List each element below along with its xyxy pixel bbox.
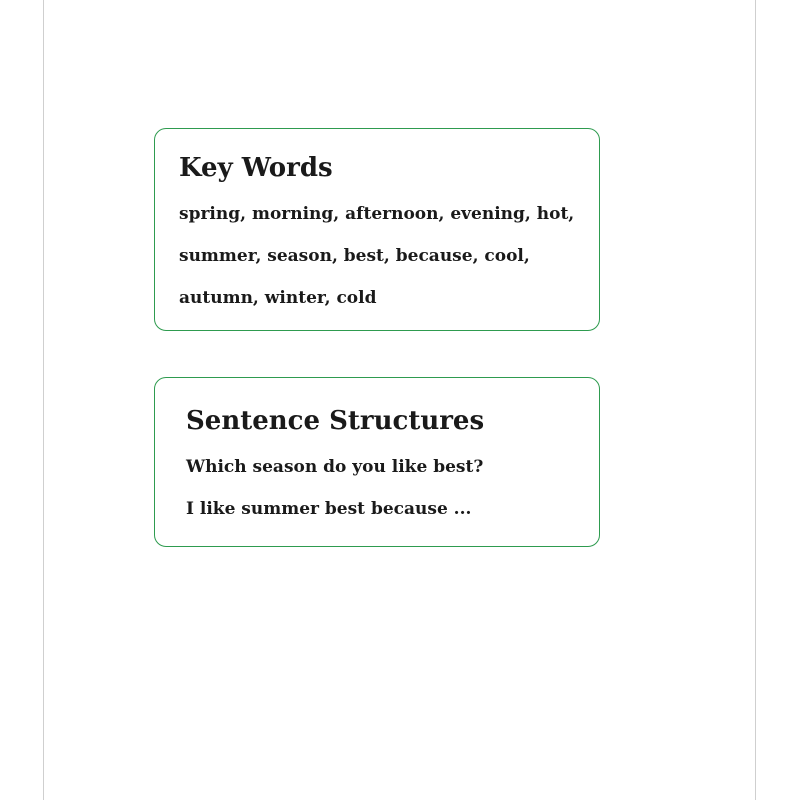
key-words-card [154, 128, 600, 331]
sentence-structures-title: Sentence Structures [186, 406, 485, 436]
sentence-structure-line: I like summer best because ... [186, 499, 472, 519]
key-words-title: Key Words [179, 153, 333, 183]
sentence-structures-card [154, 377, 600, 547]
key-words-line: autumn, winter, cold [179, 288, 377, 308]
key-words-line: spring, morning, afternoon, evening, hot, [179, 204, 575, 224]
key-words-line: summer, season, best, because, cool, [179, 246, 530, 266]
sentence-structure-line: Which season do you like best? [186, 457, 484, 477]
